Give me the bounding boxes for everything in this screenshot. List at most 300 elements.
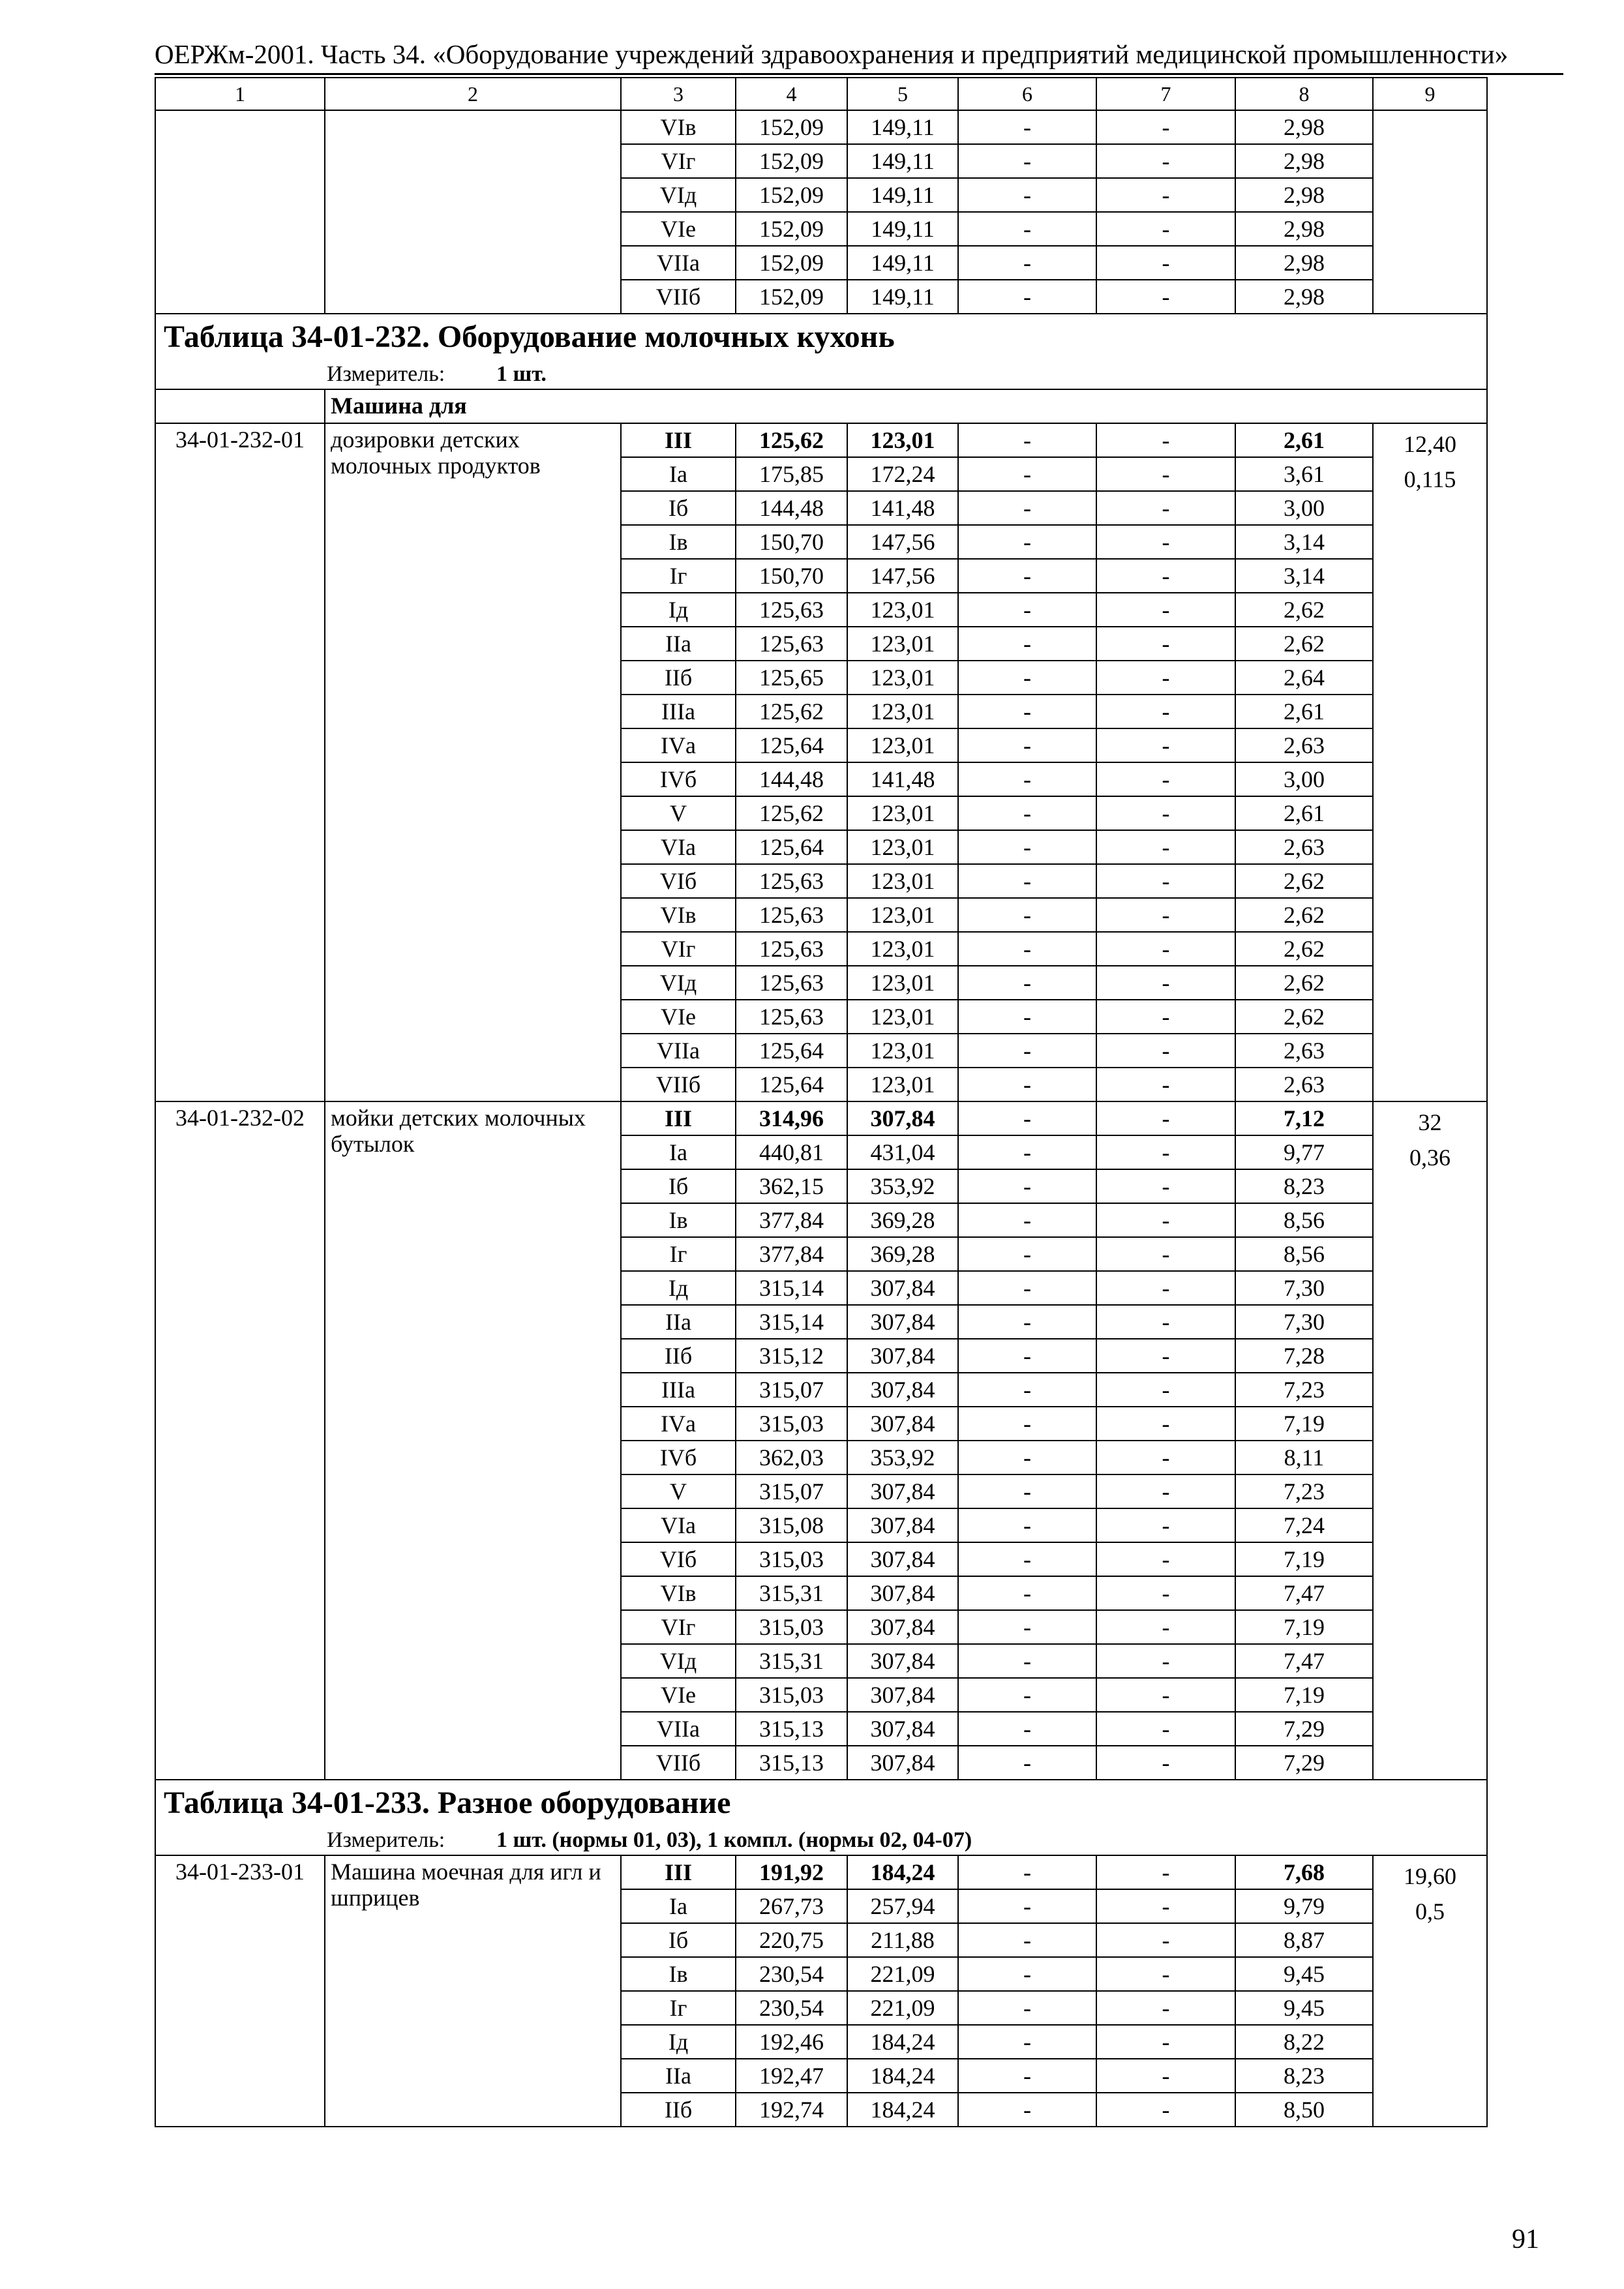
wages: 123,01 [847,661,958,695]
total-cost: 125,64 [736,728,847,762]
machine-cost: - [958,457,1096,491]
materials-cost: 7,29 [1235,1746,1373,1780]
machine-cost: - [958,1610,1096,1644]
machinist-wages: - [1096,1923,1235,1957]
machinist-wages: - [1096,1271,1235,1305]
wages: 307,84 [847,1373,958,1407]
machinist-wages: - [1096,457,1235,491]
machine-cost: - [958,2093,1096,2127]
total-cost: 125,62 [736,423,847,457]
machine-cost: - [958,178,1096,212]
zone-cell: VIIб [621,280,736,314]
machinist-wages: - [1096,1644,1235,1678]
materials-cost: 2,63 [1235,830,1373,864]
zone-cell: Iв [621,525,736,559]
total-cost: 315,03 [736,1610,847,1644]
column-number: 2 [325,78,621,110]
machine-cost: - [958,1923,1096,1957]
machine-cost: - [958,695,1096,728]
wages: 353,92 [847,1169,958,1203]
wages: 123,01 [847,1034,958,1068]
materials-cost: 2,61 [1235,695,1373,728]
materials-cost: 2,98 [1235,212,1373,246]
total-cost: 144,48 [736,491,847,525]
total-cost: 150,70 [736,559,847,593]
wages: 147,56 [847,559,958,593]
meter-row [155,360,1487,389]
zone-cell: IIIа [621,695,736,728]
wages: 149,11 [847,212,958,246]
machinist-wages: - [1096,246,1235,280]
zone-cell: IVб [621,1441,736,1474]
machine-cost: - [958,1203,1096,1237]
meter-row [155,1826,1487,1855]
total-cost: 315,03 [736,1542,847,1576]
wages: 149,11 [847,246,958,280]
wages: 147,56 [847,525,958,559]
machine-cost: - [958,1474,1096,1508]
total-cost: 125,62 [736,695,847,728]
materials-cost: 9,77 [1235,1135,1373,1169]
resource-value: 12,40 [1404,431,1456,457]
materials-cost: 7,30 [1235,1271,1373,1305]
zone-cell: Iб [621,491,736,525]
total-cost: 191,92 [736,1855,847,1889]
wages: 184,24 [847,2025,958,2059]
materials-cost: 7,28 [1235,1339,1373,1373]
materials-cost: 2,62 [1235,627,1373,661]
total-cost: 267,73 [736,1889,847,1923]
machine-cost: - [958,1855,1096,1889]
machinist-wages: - [1096,1610,1235,1644]
machinist-wages: - [1096,1441,1235,1474]
machine-cost: - [958,1508,1096,1542]
machine-cost: - [958,1576,1096,1610]
column-number: 7 [1096,78,1235,110]
total-cost: 152,09 [736,280,847,314]
column-number: 9 [1373,78,1487,110]
machine-cost: - [958,2025,1096,2059]
zone-cell: V [621,796,736,830]
zone-cell: VIIа [621,246,736,280]
machinist-wages: - [1096,559,1235,593]
total-cost: 315,14 [736,1271,847,1305]
machinist-wages: - [1096,762,1235,796]
machine-cost: - [958,1991,1096,2025]
wages: 184,24 [847,2093,958,2127]
meter-cell [155,1826,1487,1855]
machinist-wages: - [1096,2059,1235,2093]
wages: 172,24 [847,457,958,491]
machinist-wages: - [1096,280,1235,314]
machine-cost: - [958,1678,1096,1712]
column-number: 4 [736,78,847,110]
materials-cost: 7,12 [1235,1101,1373,1135]
machine-cost: - [958,280,1096,314]
rates-table [155,77,1488,2127]
wages: 123,01 [847,796,958,830]
machine-cost: - [958,864,1096,898]
zone-cell: Iг [621,559,736,593]
materials-cost: 2,63 [1235,1034,1373,1068]
wages: 307,84 [847,1542,958,1576]
total-cost: 152,09 [736,212,847,246]
zone-cell: Iв [621,1203,736,1237]
materials-cost: 2,63 [1235,1068,1373,1101]
total-cost: 125,63 [736,932,847,966]
column-number: 5 [847,78,958,110]
machine-cost: - [958,796,1096,830]
machine-cost: - [958,212,1096,246]
wages: 123,01 [847,1000,958,1034]
machinist-wages: - [1096,1000,1235,1034]
rates-table-body [155,78,1487,2127]
zone-cell: Iа [621,1135,736,1169]
materials-cost: 2,98 [1235,280,1373,314]
materials-cost: 2,62 [1235,593,1373,627]
materials-cost: 2,64 [1235,661,1373,695]
rate-code: 34-01-233-01 [155,1855,325,2127]
total-cost: 315,13 [736,1746,847,1780]
zone-cell: IIа [621,1305,736,1339]
machinist-wages: - [1096,1373,1235,1407]
machine-cost: - [958,932,1096,966]
machine-cost: - [958,1034,1096,1068]
machine-cost: - [958,2059,1096,2093]
zone-cell: Iб [621,1923,736,1957]
wages: 123,01 [847,864,958,898]
total-cost: 314,96 [736,1101,847,1135]
materials-cost: 8,11 [1235,1441,1373,1474]
total-cost: 315,08 [736,1508,847,1542]
machinist-wages: - [1096,898,1235,932]
materials-cost: 9,79 [1235,1889,1373,1923]
zone-cell: Iв [621,1957,736,1991]
total-cost: 144,48 [736,762,847,796]
zone-cell: III [621,423,736,457]
zone-cell: VIд [621,966,736,1000]
materials-cost: 2,62 [1235,864,1373,898]
machine-cost: - [958,966,1096,1000]
zone-cell: IIа [621,2059,736,2093]
zone-cell: IIIа [621,1373,736,1407]
machinist-wages: - [1096,1101,1235,1135]
machine-cost: - [958,1237,1096,1271]
materials-cost: 7,19 [1235,1542,1373,1576]
total-cost: 440,81 [736,1135,847,1169]
machine-cost: - [958,1712,1096,1746]
page-number: 91 [1512,2224,1539,2254]
machine-cost: - [958,898,1096,932]
materials-cost: 2,62 [1235,932,1373,966]
wages: 307,84 [847,1474,958,1508]
machine-cost: - [958,1339,1096,1373]
machinist-wages: - [1096,1508,1235,1542]
total-cost: 152,09 [736,110,847,144]
machinist-wages: - [1096,966,1235,1000]
machinist-wages: - [1096,1305,1235,1339]
materials-cost: 7,47 [1235,1576,1373,1610]
total-cost: 230,54 [736,1957,847,1991]
wages: 149,11 [847,144,958,178]
machinist-wages: - [1096,110,1235,144]
materials-cost: 7,24 [1235,1508,1373,1542]
meter-label: Измеритель: [327,362,445,386]
wages: 184,24 [847,1855,958,1889]
total-cost: 315,03 [736,1678,847,1712]
wages: 149,11 [847,110,958,144]
zone-cell: III [621,1101,736,1135]
materials-cost: 2,63 [1235,728,1373,762]
materials-cost: 2,62 [1235,1000,1373,1034]
machinist-wages: - [1096,695,1235,728]
column-number: 8 [1235,78,1373,110]
materials-cost: 9,45 [1235,1991,1373,2025]
wages: 307,84 [847,1101,958,1135]
machinist-wages: - [1096,178,1235,212]
table-title-row [155,1780,1487,1826]
machinist-wages: - [1096,864,1235,898]
zone-cell: VIа [621,1508,736,1542]
wages: 307,84 [847,1305,958,1339]
zone-cell: IIб [621,2093,736,2127]
zone-cell: Iа [621,1889,736,1923]
materials-cost: 7,19 [1235,1610,1373,1644]
total-cost: 152,09 [736,246,847,280]
resource-cell [1373,423,1487,1101]
materials-cost: 8,87 [1235,1923,1373,1957]
column-number: 1 [155,78,325,110]
zone-cell: VIе [621,1678,736,1712]
total-cost: 230,54 [736,1991,847,2025]
total-cost: 377,84 [736,1237,847,1271]
machine-cost: - [958,110,1096,144]
zone-cell: VIв [621,898,736,932]
machine-cost: - [958,1169,1096,1203]
machinist-wages: - [1096,212,1235,246]
materials-cost: 8,22 [1235,2025,1373,2059]
zone-cell: IVа [621,1407,736,1441]
wages: 307,84 [847,1407,958,1441]
group-code-cell [155,389,325,423]
wages: 307,84 [847,1339,958,1373]
machine-cost: - [958,525,1096,559]
machinist-wages: - [1096,1407,1235,1441]
resource-value: 32 [1418,1109,1442,1135]
machinist-wages: - [1096,1068,1235,1101]
total-cost: 315,03 [736,1407,847,1441]
total-cost: 125,63 [736,627,847,661]
zone-cell: VIе [621,1000,736,1034]
materials-cost: 7,19 [1235,1407,1373,1441]
machinist-wages: - [1096,796,1235,830]
machinist-wages: - [1096,1889,1235,1923]
machinist-wages: - [1096,423,1235,457]
wages: 353,92 [847,1441,958,1474]
materials-cost: 2,61 [1235,423,1373,457]
machine-cost: - [958,144,1096,178]
group-heading: Машина для [325,389,1487,423]
table-title-row [155,314,1487,360]
wages: 123,01 [847,1068,958,1101]
machine-cost: - [958,246,1096,280]
machinist-wages: - [1096,1991,1235,2025]
zone-cell: IIб [621,1339,736,1373]
resource-value: 0,36 [1409,1144,1451,1171]
machine-cost: - [958,1957,1096,1991]
machine-cost: - [958,1101,1096,1135]
materials-cost: 3,61 [1235,457,1373,491]
meter-label: Измеритель: [327,1828,445,1852]
zone-cell: VIг [621,144,736,178]
machine-cost: - [958,423,1096,457]
wages: 123,01 [847,932,958,966]
wages: 221,09 [847,1957,958,1991]
wages: 184,24 [847,2059,958,2093]
total-cost: 315,07 [736,1474,847,1508]
equipment-name [325,110,621,314]
wages: 149,11 [847,178,958,212]
table-row [155,1101,1487,1135]
total-cost: 315,07 [736,1373,847,1407]
machine-cost: - [958,1441,1096,1474]
machinist-wages: - [1096,1746,1235,1780]
machinist-wages: - [1096,1339,1235,1373]
total-cost: 315,12 [736,1339,847,1373]
zone-cell: Iг [621,1237,736,1271]
machinist-wages: - [1096,830,1235,864]
machinist-wages: - [1096,1237,1235,1271]
machinist-wages: - [1096,1135,1235,1169]
machine-cost: - [958,593,1096,627]
column-number: 3 [621,78,736,110]
table-title: Таблица 34-01-233. Разное оборудование [155,1780,1487,1826]
materials-cost: 7,30 [1235,1305,1373,1339]
wages: 123,01 [847,593,958,627]
wages: 141,48 [847,491,958,525]
machinist-wages: - [1096,1169,1235,1203]
total-cost: 152,09 [736,178,847,212]
wages: 307,84 [847,1576,958,1610]
materials-cost: 3,14 [1235,559,1373,593]
total-cost: 125,62 [736,796,847,830]
machinist-wages: - [1096,1034,1235,1068]
machinist-wages: - [1096,1576,1235,1610]
machine-cost: - [958,1000,1096,1034]
header-rule [155,73,1563,75]
total-cost: 315,31 [736,1576,847,1610]
materials-cost: 7,23 [1235,1474,1373,1508]
wages: 369,28 [847,1237,958,1271]
zone-cell: VIб [621,1542,736,1576]
zone-cell: Iд [621,1271,736,1305]
machine-cost: - [958,1407,1096,1441]
materials-cost: 8,23 [1235,1169,1373,1203]
total-cost: 125,63 [736,1000,847,1034]
zone-cell: VIд [621,1644,736,1678]
zone-cell: VIIа [621,1712,736,1746]
machine-cost: - [958,728,1096,762]
wages: 123,01 [847,728,958,762]
total-cost: 192,74 [736,2093,847,2127]
table-row [155,1855,1487,1889]
zone-cell: IVб [621,762,736,796]
total-cost: 125,63 [736,593,847,627]
zone-cell: IIа [621,627,736,661]
machinist-wages: - [1096,1712,1235,1746]
machinist-wages: - [1096,144,1235,178]
zone-cell: IIб [621,661,736,695]
table-row [155,423,1487,457]
zone-cell: VIв [621,110,736,144]
total-cost: 125,65 [736,661,847,695]
zone-cell: VIг [621,1610,736,1644]
wages: 307,84 [847,1271,958,1305]
total-cost: 315,14 [736,1305,847,1339]
machine-cost: - [958,661,1096,695]
equipment-name: Машина моечная для игл и шприцев [325,1855,621,2127]
wages: 123,01 [847,898,958,932]
total-cost: 192,46 [736,2025,847,2059]
machine-cost: - [958,559,1096,593]
materials-cost: 7,23 [1235,1373,1373,1407]
machinist-wages: - [1096,627,1235,661]
column-number: 6 [958,78,1096,110]
zone-cell: Iа [621,457,736,491]
meter-cell [155,360,1487,389]
materials-cost: 2,98 [1235,110,1373,144]
zone-cell: III [621,1855,736,1889]
zone-cell: V [621,1474,736,1508]
resource-cell [1373,1855,1487,2127]
machine-cost: - [958,1373,1096,1407]
total-cost: 220,75 [736,1923,847,1957]
zone-cell: VIе [621,212,736,246]
wages: 307,84 [847,1508,958,1542]
total-cost: 362,15 [736,1169,847,1203]
machinist-wages: - [1096,2093,1235,2127]
meter-value: 1 шт. (нормы 01, 03), 1 компл. (нормы 02, 04-07) [496,1828,972,1852]
resource-value: 0,5 [1415,1898,1445,1924]
machine-cost: - [958,627,1096,661]
group-row [155,389,1487,423]
total-cost: 125,63 [736,966,847,1000]
wages: 123,01 [847,627,958,661]
total-cost: 125,64 [736,1068,847,1101]
zone-cell: VIд [621,178,736,212]
materials-cost: 8,23 [1235,2059,1373,2093]
materials-cost: 7,68 [1235,1855,1373,1889]
rate-code: 34-01-232-01 [155,423,325,1101]
materials-cost: 3,00 [1235,491,1373,525]
zone-cell: Iг [621,1991,736,2025]
materials-cost: 2,98 [1235,246,1373,280]
total-cost: 125,63 [736,898,847,932]
equipment-name: мойки детских молочных бутылок [325,1101,621,1780]
wages: 307,84 [847,1678,958,1712]
zone-cell: VIIа [621,1034,736,1068]
zone-cell: VIб [621,864,736,898]
wages: 123,01 [847,966,958,1000]
total-cost: 125,64 [736,1034,847,1068]
wages: 307,84 [847,1644,958,1678]
wages: 141,48 [847,762,958,796]
total-cost: 192,47 [736,2059,847,2093]
total-cost: 315,31 [736,1644,847,1678]
zone-cell: VIа [621,830,736,864]
machine-cost: - [958,762,1096,796]
materials-cost: 2,62 [1235,898,1373,932]
